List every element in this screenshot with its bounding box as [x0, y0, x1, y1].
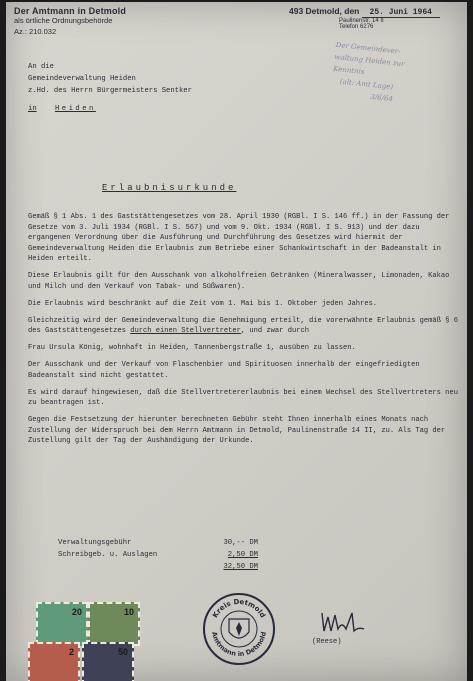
file-reference: Az.: 210.032	[14, 27, 57, 36]
body-paragraph: Der Ausschank und der Verkauf von Flaschenbier und Spirituosen innerhalb der eingefriedigten Badeanstalt sind nicht gestattet.	[28, 361, 420, 380]
recipient-address	[28, 61, 192, 115]
official-seal	[202, 592, 276, 666]
stamp-value: 2	[68, 647, 74, 657]
stamp-value: 10	[123, 607, 134, 617]
document-page	[6, 2, 467, 681]
office-name: Der Amtmann in Detmold	[14, 6, 127, 16]
seal-bottom-text: Amtmann in Detmold	[210, 630, 268, 659]
fee-label: Schreibgeb. u. Auslagen	[58, 551, 158, 559]
signature-scribble	[318, 607, 368, 637]
pencil-line: Der Gemeindever-	[335, 40, 401, 56]
signatory-name: (Reese)	[312, 638, 342, 646]
office-street: Paulinenstr. 14 II	[339, 18, 384, 24]
fee-row	[58, 537, 258, 549]
pencil-line: 3/6/64	[370, 92, 394, 104]
pencil-line: waltung Heiden zur	[334, 52, 405, 69]
fee-value: 30,-- DM	[223, 539, 258, 547]
revenue-stamps	[28, 602, 148, 681]
letter-date-block	[289, 6, 440, 30]
address-line: An die	[28, 63, 54, 71]
fee-value: 2,50 DM	[227, 551, 258, 559]
document-title: Erlaubnisurkunde	[102, 183, 237, 193]
body-text: Gleichzeitig wird der Gemeindeverwaltung die Genehmigung erteilt, die vorerwähnte Erlaubnis gemäß § 6 des Gaststättengesetzes	[28, 316, 458, 335]
seal-graphic	[202, 592, 276, 666]
revenue-stamp	[82, 642, 134, 681]
body-paragraph	[28, 316, 460, 337]
body-paragraph: Gemäß § 1 Abs. 1 des Gaststättengesetzes vom 28. April 1930 (RGBl. I S. 146 ff.) in der Fassung der Gesetze vom 3. Juli 1934 (RGBl. I S. 567) und vom 9. Okt. 1934 (RGBl. I S. 913) und der dazu ergangenen Verordnung über die Ausführung und Durchführung des Gesetzes wird hiermit der Gemeindeverwaltung Heiden die Erlaubnis zum Betriebe einer Schankwirtschaft in der Badeanstalt in Heiden erteilt.	[28, 213, 450, 263]
fee-total-row	[58, 561, 258, 573]
signature	[318, 607, 368, 637]
body-text: , und zwar durch	[240, 327, 309, 335]
fee-table	[58, 537, 258, 573]
body-paragraph: Es wird darauf hingewiesen, daß die Stellvertretererlaubnis bei einem Wechsel des Stellvertreters neu zu beantragen ist.	[28, 388, 458, 407]
place-label: 493 Detmold, den	[289, 6, 360, 16]
office-subtitle: als örtliche Ordnungsbehörde	[14, 16, 113, 25]
office-phone: Telefon 6276	[339, 24, 374, 30]
seal-top-text: Kreis Detmold	[211, 597, 267, 620]
stamp-value: 20	[71, 607, 82, 617]
body-paragraph: Frau Ursula König, wohnhaft in Heiden, Tannenbergstraße 1, ausüben zu lassen.	[28, 344, 356, 352]
letter-date: 25. Juni 1964	[362, 8, 440, 18]
fee-total: 32,50 DM	[223, 563, 258, 571]
body-paragraph: Gegen die Festsetzung der hierunter berechneten Gebühr steht Ihnen innerhalb eines Monats nach Zustellung der Widerspruch bei dem Herrn Amtmann in Detmold, Paulinenstraße 14 II, zu. Als Tag der Zustellung gilt der Tag der Aushändigung der Urkunde.	[28, 416, 446, 445]
pencil-annotation	[326, 39, 467, 148]
address-in: in	[28, 105, 37, 113]
fee-row	[58, 549, 258, 561]
body-paragraph: Diese Erlaubnis gilt für den Ausschank von alkoholfreien Getränken (Mineralwasser, Limonaden, Kakao und Milch und den Verkauf von Tabak- und Süßwaren).	[28, 272, 450, 291]
address-line: Gemeindeverwaltung Heiden	[28, 75, 136, 83]
fee-label: Verwaltungsgebühr	[58, 539, 132, 547]
address-line: z.Hd. des Herrn Bürgermeisters Sentker	[28, 87, 192, 95]
pencil-line: Kenntnis	[332, 64, 365, 77]
revenue-stamp	[88, 602, 140, 646]
revenue-stamp	[28, 642, 80, 681]
revenue-stamp	[36, 602, 88, 646]
stamp-value: 50	[117, 647, 128, 657]
underlined-text: durch einen Stellvertreter	[130, 327, 241, 335]
letterhead	[14, 6, 126, 36]
body-paragraph: Die Erlaubnis wird beschränkt auf die Zeit vom 1. Mai bis 1. Oktober jeden Jahres.	[28, 299, 378, 308]
pencil-line: (alt: Amt Lage)	[339, 77, 394, 92]
address-town: Heiden	[54, 105, 96, 113]
document-body	[28, 212, 460, 453]
